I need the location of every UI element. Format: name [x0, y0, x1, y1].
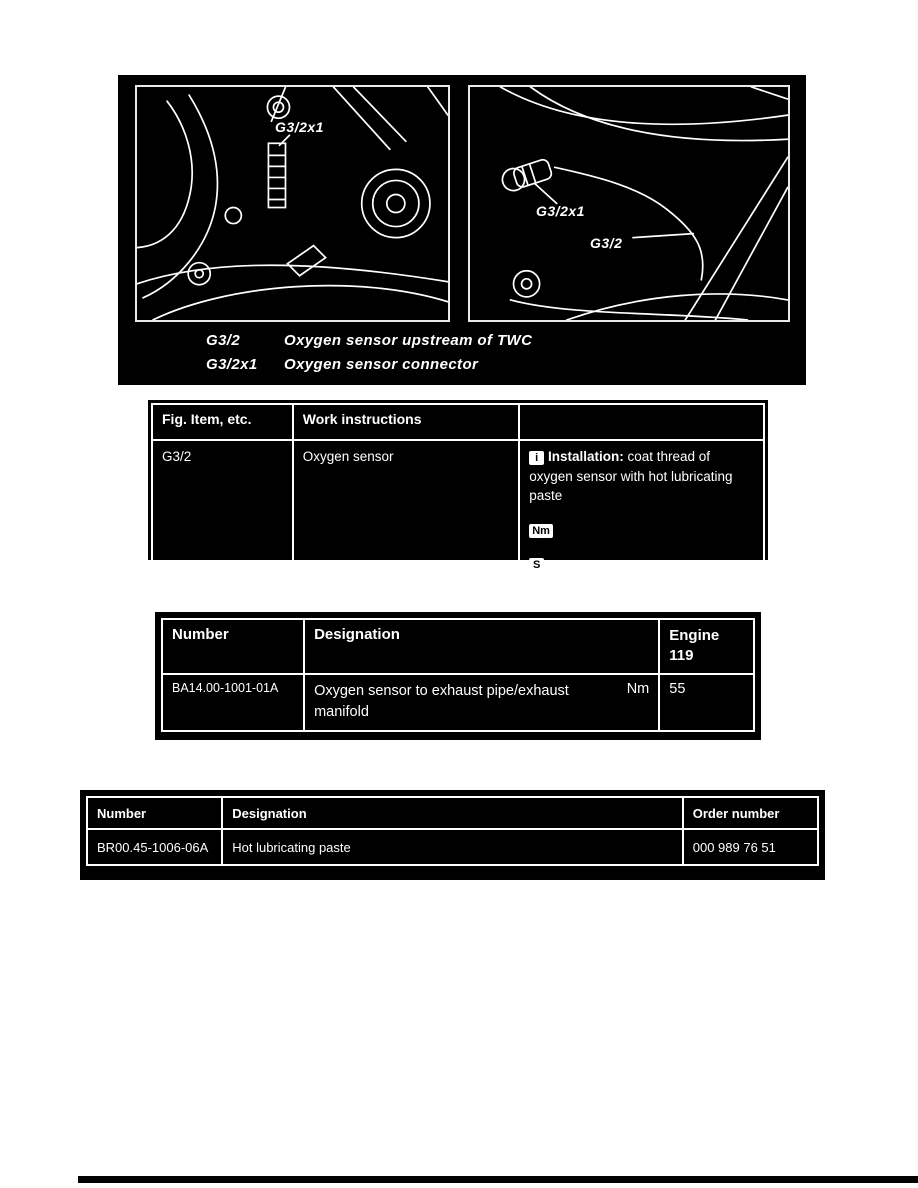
parts-designation-cell: Hot lubricating paste	[222, 829, 683, 865]
legend-row-sensor	[206, 332, 532, 349]
parts-panel	[80, 790, 825, 880]
figure-panel	[118, 75, 806, 385]
work-item-cell: G3/2	[152, 440, 293, 596]
parts-order-number-cell: 000 989 76 51	[683, 829, 818, 865]
info-icon: i	[529, 451, 544, 465]
torque-icon: Nm	[529, 524, 553, 538]
oxygen-sensor-outline	[268, 143, 285, 207]
torque-number-cell: BA14.00-1001-01A	[162, 674, 304, 732]
work-header-row	[152, 404, 764, 440]
work-notes-cell	[519, 440, 764, 596]
torque-header-engine	[659, 619, 754, 674]
legend-text-connector: Oxygen sensor connector	[284, 356, 479, 373]
note-prefix: Installation:	[547, 449, 624, 464]
torque-value-cell: 55	[659, 674, 754, 732]
engine-illustration-right	[470, 87, 788, 320]
parts-header-number: Number	[87, 797, 222, 829]
parts-table	[86, 796, 819, 866]
parts-header-designation: Designation	[222, 797, 683, 829]
legend-text-sensor: Oxygen sensor upstream of TWC	[284, 332, 533, 349]
engine-header-label: Engine	[669, 627, 720, 644]
torque-header-number: Number	[162, 619, 304, 674]
torque-header-designation: Designation	[304, 619, 659, 674]
work-header-instructions: Work instructions	[293, 404, 519, 440]
work-row	[152, 440, 764, 596]
torque-header-row	[162, 619, 754, 674]
work-instruction-cell: Oxygen sensor	[293, 440, 519, 596]
legend-code-sensor: G3/2	[206, 332, 241, 349]
work-instructions-table	[151, 403, 765, 597]
torque-unit: Nm	[626, 680, 650, 697]
parts-row	[87, 829, 818, 865]
torque-designation-cell	[304, 674, 659, 732]
page-bottom-rule	[78, 1176, 918, 1183]
figure-legend	[206, 332, 532, 380]
legend-code-connector: G3/2x1	[206, 356, 258, 373]
torque-spec-panel	[155, 612, 761, 740]
figure-left-frame	[135, 85, 450, 322]
work-header-item: Fig. Item, etc.	[152, 404, 293, 440]
work-instructions-panel	[148, 400, 768, 572]
oxygen-sensor-connector-outline	[500, 157, 554, 193]
torque-designation-text: Oxygen sensor to exhaust pipe/exhaust manifold	[314, 682, 569, 721]
label-oxygen-sensor-connector-left: G3/2x1	[275, 119, 324, 135]
torque-symbol-line	[529, 520, 754, 540]
torque-row	[162, 674, 754, 732]
label-oxygen-sensor-connector-right: G3/2x1	[536, 203, 585, 219]
parts-number-cell: BR00.45-1006-06A	[87, 829, 222, 865]
figure-right-frame	[468, 85, 790, 322]
engine-header-code: 119	[669, 647, 694, 665]
installation-note	[529, 447, 754, 506]
legend-row-connector	[206, 356, 532, 373]
note-text: coat thread of oxygen sensor with hot lubricating paste	[529, 449, 733, 504]
special-symbol-line	[529, 554, 754, 574]
torque-table	[161, 618, 755, 732]
parts-header-order-number: Order number	[683, 797, 818, 829]
work-header-notes	[519, 404, 764, 440]
special-tool-icon: S	[529, 558, 544, 572]
parts-header-row	[87, 797, 818, 829]
label-oxygen-sensor-right: G3/2	[590, 235, 623, 251]
